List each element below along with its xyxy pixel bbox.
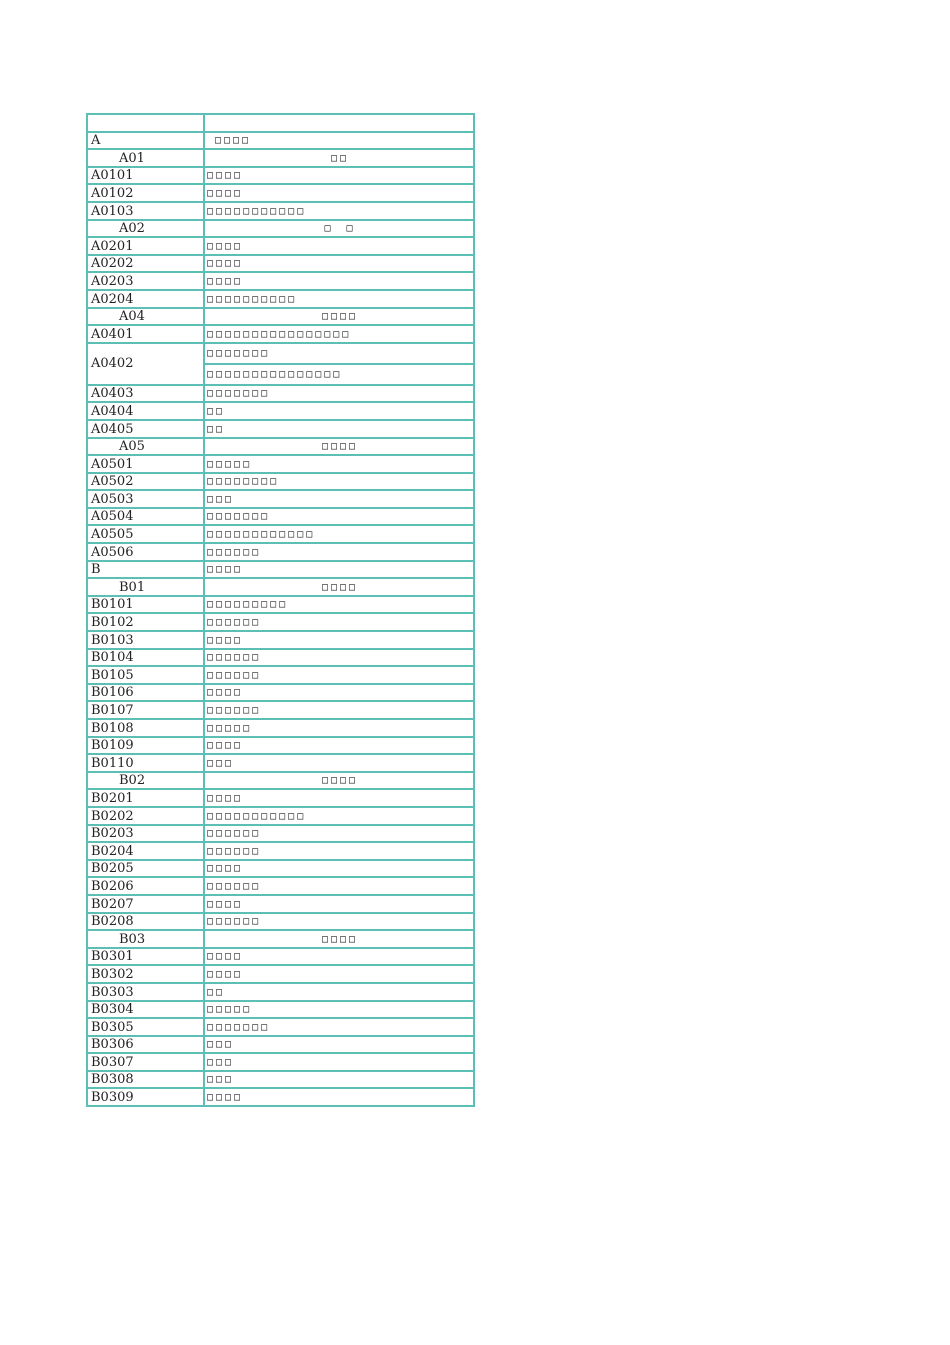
name-cell[interactable]: □□□□ — [204, 167, 474, 185]
name-cell[interactable]: □□□□ — [204, 132, 474, 150]
code-cell[interactable]: B0208 — [87, 913, 204, 931]
code-cell[interactable]: A0506 — [87, 543, 204, 561]
code-cell[interactable]: B0201 — [87, 789, 204, 807]
table-row — [87, 132, 474, 150]
table-row — [87, 631, 474, 649]
table-row — [87, 1088, 474, 1106]
table-row — [87, 184, 474, 202]
name-cell[interactable]: □□□□□□□ — [204, 385, 474, 403]
table-row — [87, 895, 474, 913]
code-cell[interactable]: B0204 — [87, 842, 204, 860]
name-cell[interactable]: □□□□ — [204, 308, 474, 326]
name-cell[interactable]: □□□□ — [204, 184, 474, 202]
table-row — [87, 701, 474, 719]
table-row — [87, 965, 474, 983]
table-row — [87, 220, 474, 238]
code-cell[interactable]: A0504 — [87, 508, 204, 526]
name-cell[interactable]: □□□□□□□□□□□ — [204, 202, 474, 220]
code-cell[interactable]: A0503 — [87, 490, 204, 508]
code-cell[interactable]: B02 — [87, 772, 204, 790]
table-row — [87, 420, 474, 438]
code-cell[interactable]: B0309 — [87, 1088, 204, 1106]
code-cell[interactable]: A — [87, 132, 204, 150]
category-code-table — [86, 113, 475, 1107]
name-cell[interactable]: □□□□ — [204, 578, 474, 596]
table-row — [87, 578, 474, 596]
code-cell[interactable]: B0202 — [87, 807, 204, 825]
table-row — [87, 308, 474, 326]
code-cell[interactable]: A0101 — [87, 167, 204, 185]
code-cell[interactable]: A0203 — [87, 272, 204, 290]
name-cell[interactable]: □□□□□□ — [204, 649, 474, 667]
table-row — [87, 807, 474, 825]
name-cell[interactable]: □□□□ — [204, 272, 474, 290]
name-cell[interactable]: □□□□□□□□□□ — [204, 290, 474, 308]
code-cell[interactable]: B0105 — [87, 666, 204, 684]
table-row — [87, 561, 474, 579]
table-row — [87, 1053, 474, 1071]
code-cell[interactable]: A0202 — [87, 255, 204, 273]
table-row — [87, 1001, 474, 1019]
name-cell[interactable]: □□ — [204, 983, 474, 1001]
code-cell[interactable]: B0304 — [87, 1001, 204, 1019]
code-cell[interactable]: B0110 — [87, 754, 204, 772]
name-cell[interactable]: □□□□ — [204, 561, 474, 579]
code-cell[interactable]: B03 — [87, 930, 204, 948]
table-row — [87, 666, 474, 684]
name-cell[interactable]: □□□ — [204, 754, 474, 772]
code-cell[interactable]: B0301 — [87, 948, 204, 966]
name-cell[interactable]: □□□□□□ — [204, 877, 474, 895]
table-row — [87, 1018, 474, 1036]
code-cell[interactable]: B0107 — [87, 701, 204, 719]
name-cell[interactable]: □□□□□□ — [204, 842, 474, 860]
code-cell[interactable]: B0101 — [87, 596, 204, 614]
name-cell[interactable]: □□□□□□□ — [204, 1018, 474, 1036]
table-row — [87, 490, 474, 508]
name-cell[interactable]: □□□ — [204, 1071, 474, 1089]
table-row — [87, 754, 474, 772]
table-row — [87, 237, 474, 255]
name-cell[interactable]: □ □ — [204, 220, 474, 238]
name-cell[interactable]: □□□□ — [204, 930, 474, 948]
table-row — [87, 438, 474, 456]
name-cell[interactable]: □□□□□□□ — [204, 508, 474, 526]
code-cell[interactable]: A0403 — [87, 385, 204, 403]
code-cell[interactable]: A04 — [87, 308, 204, 326]
name-cell[interactable]: □□□□□□ — [204, 825, 474, 843]
name-cell[interactable]: □□□□□□ — [204, 543, 474, 561]
code-cell[interactable]: A01 — [87, 149, 204, 167]
name-cell[interactable]: □□□□ — [204, 438, 474, 456]
name-cell[interactable]: □□□□□□□□ — [204, 473, 474, 491]
code-cell[interactable]: B0303 — [87, 983, 204, 1001]
table-row — [87, 613, 474, 631]
table-row — [87, 473, 474, 491]
code-cell[interactable]: A0204 — [87, 290, 204, 308]
name-cell[interactable]: □□□□ — [204, 948, 474, 966]
code-cell[interactable]: B0203 — [87, 825, 204, 843]
name-cell[interactable]: □□□□□□ — [204, 701, 474, 719]
name-cell[interactable]: □□□□ — [204, 860, 474, 878]
name-cell[interactable]: □□□□ — [204, 255, 474, 273]
table-row — [87, 1071, 474, 1089]
code-cell[interactable]: A0502 — [87, 473, 204, 491]
table-row — [87, 508, 474, 526]
name-cell[interactable]: □□□□□ — [204, 1001, 474, 1019]
name-cell[interactable]: □□ — [204, 149, 474, 167]
table-row — [87, 948, 474, 966]
table-body — [87, 114, 474, 1106]
name-cell[interactable]: □□□□ — [204, 737, 474, 755]
code-cell[interactable]: B0306 — [87, 1036, 204, 1054]
name-cell[interactable]: □□□□ — [204, 237, 474, 255]
code-cell[interactable]: A0103 — [87, 202, 204, 220]
table-row — [87, 290, 474, 308]
table-row — [87, 684, 474, 702]
name-cell[interactable]: □□□□ — [204, 1088, 474, 1106]
name-cell[interactable]: □□□□ — [204, 631, 474, 649]
table-row — [87, 789, 474, 807]
name-cell[interactable]: □□□ — [204, 1053, 474, 1071]
code-cell[interactable]: B0103 — [87, 631, 204, 649]
name-cell[interactable]: □□□□ — [204, 789, 474, 807]
code-cell[interactable]: B0205 — [87, 860, 204, 878]
table-row — [87, 455, 474, 473]
code-cell[interactable]: B0302 — [87, 965, 204, 983]
name-cell[interactable]: □□ — [204, 420, 474, 438]
name-line: □□□□□□□ — [207, 347, 271, 359]
table-row — [87, 772, 474, 790]
name-cell[interactable]: □□□□□□ — [204, 666, 474, 684]
table-row — [87, 202, 474, 220]
name-cell[interactable]: □□□□□□□□□ — [204, 596, 474, 614]
code-cell[interactable]: A0501 — [87, 455, 204, 473]
table-row — [87, 325, 474, 343]
table-row — [87, 983, 474, 1001]
name-cell[interactable]: □□□□□ — [204, 719, 474, 737]
header-name-cell[interactable] — [204, 114, 474, 132]
table-row — [87, 913, 474, 931]
code-cell[interactable]: A0402 — [87, 343, 204, 385]
code-cell[interactable]: B0108 — [87, 719, 204, 737]
code-cell[interactable]: B0207 — [87, 895, 204, 913]
name-cell[interactable]: □□□□□□ — [204, 913, 474, 931]
code-cell[interactable]: B0308 — [87, 1071, 204, 1089]
table-row — [87, 860, 474, 878]
table-row — [87, 343, 474, 385]
table-row — [87, 930, 474, 948]
code-cell[interactable]: A0505 — [87, 525, 204, 543]
code-cell[interactable]: B0307 — [87, 1053, 204, 1071]
name-cell[interactable]: □□□□ — [204, 772, 474, 790]
table-row — [87, 596, 474, 614]
name-cell[interactable]: □□□□ — [204, 684, 474, 702]
code-cell[interactable]: B0106 — [87, 684, 204, 702]
table-row — [87, 737, 474, 755]
table-row — [87, 719, 474, 737]
name-cell[interactable]: □□□□□□□□□□□□□□□□ — [204, 325, 474, 343]
table-row — [87, 1036, 474, 1054]
name-cell[interactable]: □□□ — [204, 1036, 474, 1054]
table-row — [87, 525, 474, 543]
name-cell[interactable]: □□□□□□ — [204, 613, 474, 631]
name-cell[interactable]: □□ — [204, 402, 474, 420]
name-cell[interactable]: □□□ — [204, 490, 474, 508]
code-cell[interactable]: A0102 — [87, 184, 204, 202]
name-cell[interactable]: □□□□ — [204, 965, 474, 983]
table-row — [87, 385, 474, 403]
name-cell[interactable]: □□□□ — [204, 895, 474, 913]
header-code-cell[interactable] — [87, 114, 204, 132]
table-row — [87, 255, 474, 273]
code-cell[interactable]: B01 — [87, 578, 204, 596]
name-cell[interactable]: □□□□□□□□□□□ — [204, 807, 474, 825]
code-cell[interactable]: A0401 — [87, 325, 204, 343]
code-cell[interactable]: A0405 — [87, 420, 204, 438]
code-cell[interactable]: B0104 — [87, 649, 204, 667]
table-row — [87, 167, 474, 185]
name-cell[interactable]: □□□□□ — [204, 455, 474, 473]
code-cell[interactable]: B — [87, 561, 204, 579]
table-row — [87, 649, 474, 667]
code-cell[interactable]: A0201 — [87, 237, 204, 255]
code-cell[interactable]: A05 — [87, 438, 204, 456]
table-row — [87, 877, 474, 895]
code-cell[interactable]: B0109 — [87, 737, 204, 755]
code-cell[interactable]: A02 — [87, 220, 204, 238]
header-row — [87, 114, 474, 132]
table-row — [87, 149, 474, 167]
code-cell[interactable]: B0102 — [87, 613, 204, 631]
table-row — [87, 402, 474, 420]
code-cell[interactable]: B0206 — [87, 877, 204, 895]
name-cell[interactable] — [204, 343, 474, 385]
table-row — [87, 543, 474, 561]
table-row — [87, 272, 474, 290]
code-cell[interactable]: B0305 — [87, 1018, 204, 1036]
table-row — [87, 842, 474, 860]
name-cell[interactable]: □□□□□□□□□□□□ — [204, 525, 474, 543]
code-cell[interactable]: A0404 — [87, 402, 204, 420]
name-line: □□□□□□□□□□□□□□□ — [205, 363, 473, 384]
table-row — [87, 825, 474, 843]
